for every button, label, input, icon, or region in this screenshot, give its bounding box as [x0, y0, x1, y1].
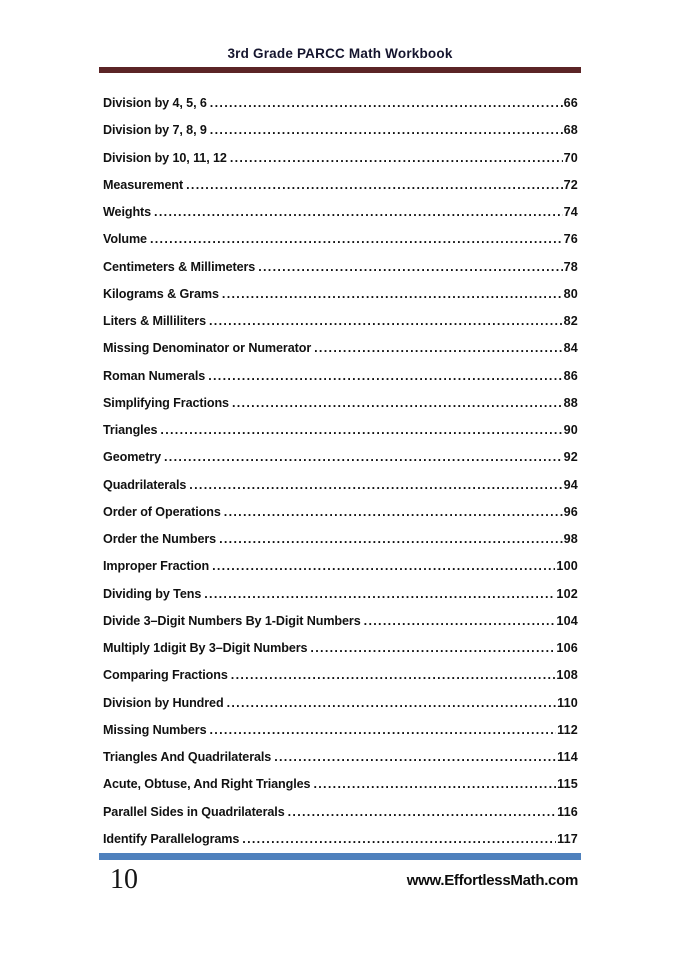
- toc-entry-page: 94: [563, 477, 578, 492]
- toc-entry-page: 112: [557, 722, 578, 737]
- toc-entry-page: 70: [563, 150, 578, 165]
- toc-entry: [103, 472, 578, 499]
- toc-entry: [103, 799, 578, 826]
- toc-leader-dots: [227, 696, 557, 710]
- toc-leader-dots: [164, 450, 563, 464]
- toc-entry-label: Volume: [103, 232, 147, 247]
- toc-entry: [103, 363, 578, 390]
- toc-entry: [103, 254, 578, 281]
- toc-entry-page: 72: [563, 177, 578, 192]
- toc-leader-dots: [219, 532, 563, 546]
- toc-entry-label: Missing Numbers: [103, 722, 207, 737]
- toc-leader-dots: [212, 559, 555, 573]
- toc-entry-label: Triangles: [103, 423, 158, 437]
- toc-entry-page: 86: [563, 368, 578, 383]
- toc-entry-page: 66: [563, 96, 578, 110]
- toc-entry-page: 110: [557, 695, 578, 710]
- toc-entry: [103, 417, 578, 444]
- footer-rule: [99, 853, 581, 860]
- toc-entry: [103, 117, 578, 144]
- toc-entry-page: 114: [557, 750, 578, 764]
- toc-leader-dots: [224, 505, 563, 519]
- toc-entry-label: Division by 10, 11, 12: [103, 150, 227, 165]
- table-of-contents: [103, 90, 578, 853]
- toc-entry-page: 116: [557, 804, 578, 819]
- toc-leader-dots: [274, 750, 556, 764]
- toc-entry: [103, 635, 578, 662]
- toc-entry-page: 74: [563, 205, 578, 219]
- toc-entry-page: 78: [563, 259, 578, 274]
- toc-entry: [103, 145, 578, 172]
- toc-leader-dots: [154, 205, 563, 219]
- toc-leader-dots: [186, 178, 562, 192]
- toc-leader-dots: [313, 777, 556, 791]
- toc-entry-label: Comparing Fractions: [103, 668, 228, 683]
- toc-entry: [103, 662, 578, 689]
- toc-entry-label: Improper Fraction: [103, 559, 210, 574]
- footer-website-text: www.EffortlessMath.com: [406, 872, 578, 889]
- toc-entry-page: 104: [556, 613, 578, 628]
- toc-entry-label: Division by Hundred: [103, 695, 224, 710]
- toc-leader-dots: [232, 396, 563, 410]
- toc-entry-label: Division by 4, 5, 6: [103, 96, 207, 110]
- toc-leader-dots: [208, 369, 562, 383]
- toc-entry: [103, 308, 578, 335]
- toc-entry-page: 76: [563, 232, 578, 247]
- toc-entry-page: 80: [563, 286, 578, 301]
- toc-entry-label: Geometry: [103, 450, 161, 465]
- toc-entry-label: Roman Numerals: [103, 368, 206, 383]
- toc-entry-page: 88: [563, 395, 578, 410]
- toc-entry-label: Identify Parallelograms: [103, 831, 240, 846]
- toc-leader-dots: [242, 832, 556, 846]
- toc-entry-label: Acute, Obtuse, And Right Triangles: [103, 777, 311, 792]
- toc-entry-page: 106: [556, 641, 578, 655]
- toc-entry-label: Parallel Sides in Quadrilaterals: [103, 804, 285, 819]
- header-rule: [99, 67, 581, 73]
- toc-entry-page: 102: [556, 586, 578, 601]
- toc-entry: [103, 172, 578, 199]
- toc-leader-dots: [160, 423, 562, 437]
- toc-entry: [103, 281, 578, 308]
- toc-entry-page: 115: [557, 777, 578, 792]
- toc-entry-label: Missing Denominator or Numerator: [103, 341, 312, 356]
- toc-leader-dots: [210, 123, 563, 137]
- toc-leader-dots: [209, 723, 556, 737]
- toc-entry: [103, 444, 578, 471]
- page-title: 3rd Grade PARCC Math Workbook: [227, 46, 453, 61]
- toc-leader-dots: [230, 151, 563, 165]
- toc-entry: [103, 199, 578, 226]
- footer-page-number: 10: [110, 864, 138, 895]
- toc-leader-dots: [189, 478, 562, 492]
- toc-entry: [103, 335, 578, 362]
- toc-entry: [103, 553, 578, 580]
- toc-leader-dots: [204, 587, 555, 601]
- toc-entry-page: 90: [563, 423, 578, 437]
- toc-entry-page: 100: [556, 559, 578, 574]
- toc-entry-label: Kilograms & Grams: [103, 286, 219, 301]
- toc-entry-label: Triangles And Quadrilaterals: [103, 750, 272, 764]
- toc-leader-dots: [314, 341, 562, 355]
- toc-entry-label: Order of Operations: [103, 504, 221, 519]
- toc-entry: [103, 226, 578, 253]
- toc-entry-label: Centimeters & Millimeters: [103, 259, 256, 274]
- toc-entry-label: Weights: [103, 205, 152, 219]
- toc-entry: [103, 826, 578, 853]
- toc-entry-label: Quadrilaterals: [103, 477, 187, 492]
- toc-entry-label: Division by 7, 8, 9: [103, 123, 207, 138]
- toc-entry-page: 108: [556, 668, 578, 683]
- toc-leader-dots: [222, 287, 563, 301]
- toc-leader-dots: [210, 96, 563, 110]
- toc-entry-page: 82: [563, 314, 578, 328]
- toc-entry: [103, 581, 578, 608]
- toc-entry: [103, 499, 578, 526]
- toc-leader-dots: [258, 260, 562, 274]
- toc-entry-label: Divide 3–Digit Numbers By 1-Digit Numbers: [103, 613, 361, 628]
- toc-entry-label: Multiply 1digit By 3–Digit Numbers: [103, 641, 308, 655]
- toc-entry-label: Simplifying Fractions: [103, 395, 229, 410]
- toc-entry-page: 84: [563, 341, 578, 356]
- toc-entry-page: 68: [563, 123, 578, 138]
- toc-entry-page: 96: [563, 504, 578, 519]
- toc-entry: [103, 608, 578, 635]
- toc-leader-dots: [288, 805, 556, 819]
- toc-leader-dots: [209, 314, 563, 328]
- toc-leader-dots: [150, 232, 563, 246]
- toc-entry: [103, 771, 578, 798]
- toc-entry-label: Dividing by Tens: [103, 586, 202, 601]
- toc-entry-page: 98: [563, 532, 578, 546]
- toc-leader-dots: [364, 614, 556, 628]
- toc-entry: [103, 744, 578, 771]
- toc-entry-label: Measurement: [103, 177, 184, 192]
- page-header: [99, 45, 581, 63]
- toc-leader-dots: [310, 641, 555, 655]
- toc-entry: [103, 690, 578, 717]
- toc-entry: [103, 90, 578, 117]
- toc-entry-page: 117: [557, 831, 578, 846]
- toc-entry-label: Order the Numbers: [103, 532, 217, 546]
- toc-entry-page: 92: [563, 450, 578, 465]
- toc-entry-label: Liters & Milliliters: [103, 314, 206, 328]
- toc-entry: [103, 717, 578, 744]
- toc-leader-dots: [231, 668, 556, 682]
- toc-entry: [103, 526, 578, 553]
- toc-entry: [103, 390, 578, 417]
